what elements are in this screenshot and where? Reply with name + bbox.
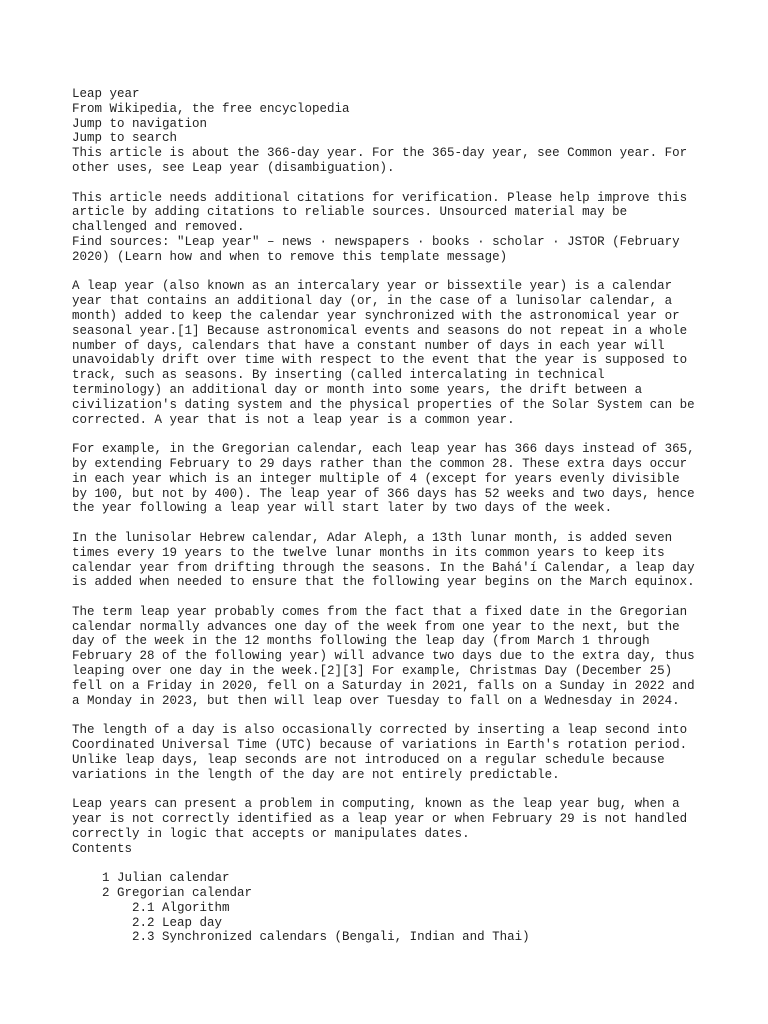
paragraph-lunisolar: In the lunisolar Hebrew calendar, Adar Aleph, a 13th lunar month, is added seven times every 19 years to the twelve lunar months in its common years to keep its calendar year from drifting through the seasons. In the Bahá'í Calendar, a leap day is added when needed to ensure that the following year begins on the March equinox. [72,530,695,590]
hatnote: This article is about the 366-day year. For the 365-day year, see Common year. For other uses, see Leap year (disambiguation). [72,146,688,175]
contents-heading: Contents [72,841,133,856]
spacer [72,176,732,191]
toc-number: 2.3 [132,930,155,945]
toc-link[interactable]: Leap day [162,915,223,930]
table-of-contents [72,871,732,945]
paragraph-computing: Leap years can present a problem in computing, known as the leap year bug, when a year is not correctly identified as a leap year or when February 29 is not handled correctly in logic that accepts or manipulates dates. [72,797,688,841]
article [72,87,732,945]
find-sources-notice: Find sources: "Leap year" – news · newspapers · books · scholar · JSTOR (February 2020) (Learn how and when to remove this template message) [72,234,680,264]
toc-link[interactable]: Julian calendar [117,871,230,886]
page-title: Leap year [72,87,140,101]
toc-number: 2.1 [132,900,155,915]
jump-to-navigation-link[interactable]: Jump to navigation [72,116,208,131]
site-tagline: From Wikipedia, the free encyclopedia [72,101,350,116]
toc-link[interactable]: Gregorian calendar [117,886,253,901]
spacer [72,516,732,531]
citation-notice: This article needs additional citations for verification. Please help improve this article by adding citations to reliable sources. Unsourced material may be challenged and removed. [72,190,688,235]
jump-to-search-link[interactable]: Jump to search [72,131,178,146]
toc-link[interactable]: Algorithm [162,900,230,915]
toc-link[interactable]: Synchronized calendars (Bengali, Indian and Thai) [162,930,530,945]
toc-item[interactable] [72,871,732,886]
spacer [72,590,732,605]
toc-item[interactable] [72,886,732,901]
paragraph-etymology: The term leap year probably comes from the fact that a fixed date in the Gregorian calendar normally advances one day of the week from one year to the next, but the day of the week in the 12 months following the leap day (from March 1 through February 28 of the following year) will advance two days due to the extra day, thus leaping over one day in the week.[2][3] For example, Christmas Day (December 25) fell on a Friday in 2020, fell on a Saturday in 2021, falls on a Sunday in 2022 and a Monday in 2023, but then will leap over Tuesday to fall on a Wednesday in 2024. [72,604,695,708]
toc-item[interactable] [72,916,732,931]
toc-item[interactable] [72,901,732,916]
spacer [72,427,732,442]
toc-number: 2.2 [132,915,155,930]
spacer [72,782,732,797]
spacer [72,856,732,871]
paragraph-leap-second: The length of a day is also occasionally corrected by inserting a leap second into Coordinated Universal Time (UTC) because of variations in Earth's rotation period. Unlike leap days, leap seconds are not introduced on a regular schedule because variations in the length of the day are not entirely predictable. [72,723,688,782]
paragraph-gregorian-example: For example, in the Gregorian calendar, each leap year has 366 days instead of 365, by extending February to 29 days rather than the common 28. These extra days occur in each year which is an integer multiple of 4 (except for years evenly divisible by 100, but not by 400). The leap year of 366 days has 52 weeks and two days, hence the year following a leap year will start later by two days of the week. [72,442,695,516]
spacer [72,265,732,280]
toc-number: 2 [102,886,110,901]
toc-item[interactable] [72,930,732,945]
paragraph-intro: A leap year (also known as an intercalary year or bissextile year) is a calendar year that contains an additional day (or, in the case of a lunisolar calendar, a month) added to keep the calendar year synchronized with the astronomical year or seasonal year.[1] Because astronomical events and seasons do not repeat in a whole number of days, calendars that have a constant number of days in each year will unavoidably drift over time with respect to the event that the year is supposed to track, such as seasons. By inserting (called intercalating in technical terminology) an additional day or month into some years, the drift between a civilization's dating system and the physical properties of the Solar System can be corrected. A year that is not a leap year is a common year. [72,279,695,427]
spacer [72,708,732,723]
toc-number: 1 [102,871,110,886]
